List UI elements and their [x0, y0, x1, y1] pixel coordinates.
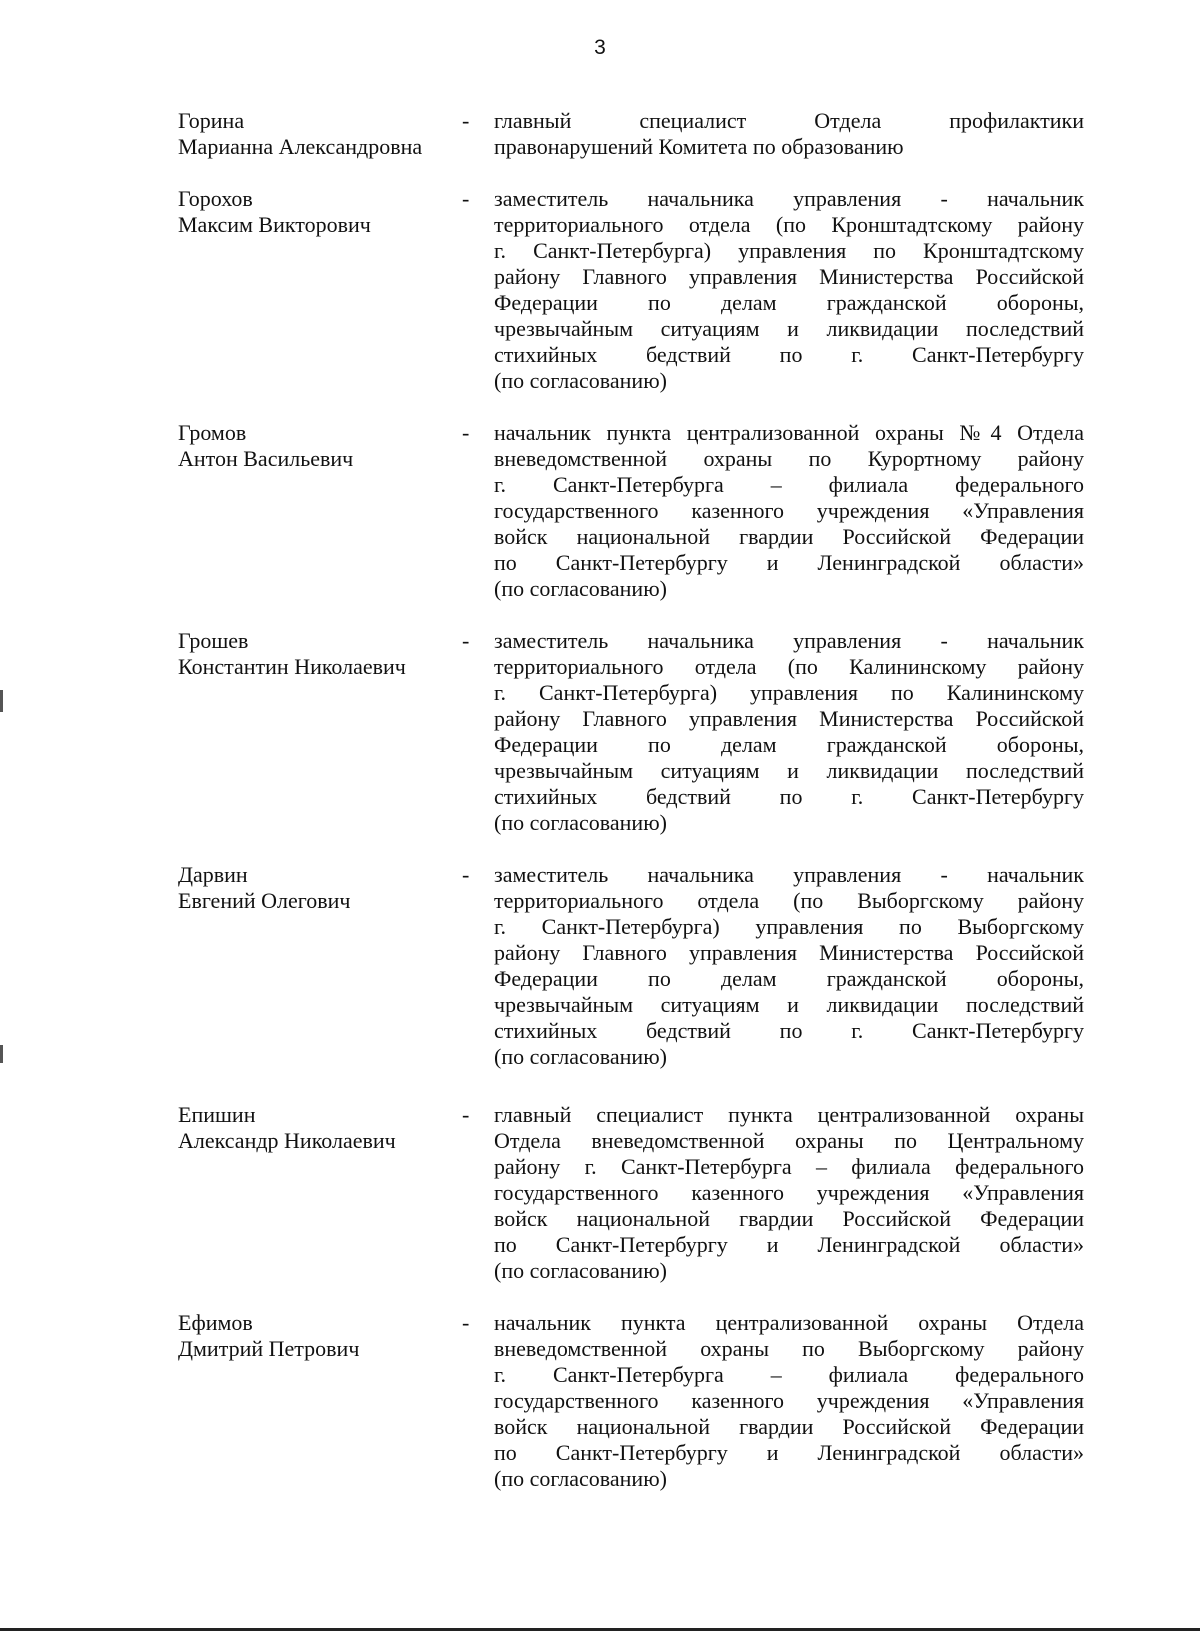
- surname: Дарвин: [178, 862, 248, 887]
- description-line: вневедомственной охраны по Курортному району: [494, 446, 1084, 471]
- position-description: [494, 1310, 1084, 1492]
- list-item: [178, 1310, 1086, 1492]
- dash-separator: -: [462, 420, 470, 445]
- description-line: начальник пункта централизованной охраны Отдела: [494, 1310, 1084, 1335]
- description-line: чрезвычайным ситуациям и ликвидации последствий: [494, 758, 1084, 783]
- dash-separator: -: [462, 1310, 470, 1335]
- dash-separator: -: [462, 108, 470, 133]
- description-line: войск национальной гвардии Российской Федерации: [494, 524, 1084, 549]
- description-line: по Санкт-Петербургу и Ленинградской области»: [494, 550, 1084, 575]
- description-line: Отдела вневедомственной охраны по Центральному: [494, 1128, 1084, 1153]
- description-line: чрезвычайным ситуациям и ликвидации последствий: [494, 316, 1084, 341]
- description-line: (по согласованию): [494, 810, 667, 835]
- surname: Грошев: [178, 628, 249, 653]
- list-item: [178, 108, 1086, 160]
- description-line: району г. Санкт-Петербурга – филиала федерального: [494, 1154, 1084, 1179]
- dash-separator: -: [462, 862, 470, 887]
- surname: Горохов: [178, 186, 253, 211]
- description-line: начальник пункта централизованной охраны №4 Отдела: [494, 420, 1084, 445]
- given-name: Антон Васильевич: [178, 446, 354, 471]
- given-name: Марианна Александровна: [178, 134, 423, 159]
- description-line: г. Санкт-Петербурга) управления по Выборгскому: [494, 914, 1084, 939]
- dash-separator: -: [462, 628, 470, 653]
- position-description: [494, 186, 1084, 394]
- description-line: г. Санкт-Петербурга – филиала федерального: [494, 1362, 1084, 1387]
- position-description: [494, 420, 1084, 602]
- position-description: [494, 862, 1084, 1070]
- description-line: вневедомственной охраны по Выборгскому району: [494, 1336, 1084, 1361]
- description-line: Федерации по делам гражданской обороны,: [494, 966, 1084, 991]
- description-line: району Главного управления Министерства Российской: [494, 706, 1084, 731]
- description-line: территориального отдела (по Кронштадтскому району: [494, 212, 1084, 237]
- dash-separator: -: [462, 186, 470, 211]
- description-line: главный специалист пункта централизованной охраны: [494, 1102, 1084, 1127]
- description-line: заместитель начальника управления - начальник: [494, 186, 1084, 211]
- description-line: Федерации по делам гражданской обороны,: [494, 290, 1084, 315]
- surname: Громов: [178, 420, 247, 445]
- surname: Горина: [178, 108, 245, 133]
- description-line: г. Санкт-Петербурга – филиала федерального: [494, 472, 1084, 497]
- scan-edge-line: [0, 1628, 1200, 1631]
- given-name: Дмитрий Петрович: [178, 1336, 360, 1361]
- description-line: заместитель начальника управления - начальник: [494, 628, 1084, 653]
- description-line: (по согласованию): [494, 576, 667, 601]
- given-name: Евгений Олегович: [178, 888, 351, 913]
- description-line: главный специалист Отдела профилактики: [494, 108, 1084, 133]
- surname: Ефимов: [178, 1310, 253, 1335]
- position-description: [494, 628, 1084, 836]
- given-name: Константин Николаевич: [178, 654, 406, 679]
- person-name: [178, 628, 458, 680]
- description-line: стихийных бедствий по г. Санкт-Петербургу: [494, 784, 1084, 809]
- given-name: Максим Викторович: [178, 212, 371, 237]
- list-item: [178, 628, 1086, 836]
- given-name: Александр Николаевич: [178, 1128, 396, 1153]
- description-line: чрезвычайным ситуациям и ликвидации последствий: [494, 992, 1084, 1017]
- description-line: государственного казенного учреждения «Управления: [494, 498, 1084, 523]
- description-line: району Главного управления Министерства Российской: [494, 940, 1084, 965]
- description-line: (по согласованию): [494, 368, 667, 393]
- surname: Епишин: [178, 1102, 256, 1127]
- list-item: [178, 862, 1086, 1070]
- list-item: [178, 186, 1086, 394]
- description-line: по Санкт-Петербургу и Ленинградской области»: [494, 1440, 1084, 1465]
- members-list: [178, 108, 1086, 1518]
- person-name: [178, 186, 458, 238]
- description-line: (по согласованию): [494, 1044, 667, 1069]
- description-line: (по согласованию): [494, 1466, 667, 1491]
- description-line: стихийных бедствий по г. Санкт-Петербургу: [494, 1018, 1084, 1043]
- description-line: войск национальной гвардии Российской Федерации: [494, 1414, 1084, 1439]
- description-line: по Санкт-Петербургу и Ленинградской области»: [494, 1232, 1084, 1257]
- scan-mark: [0, 690, 3, 712]
- dash-separator: -: [462, 1102, 470, 1127]
- description-line: правонарушений Комитета по образованию: [494, 134, 904, 159]
- page-number: 3: [594, 36, 606, 59]
- person-name: [178, 1102, 458, 1154]
- description-line: заместитель начальника управления - начальник: [494, 862, 1084, 887]
- position-description: [494, 108, 1084, 160]
- description-line: Федерации по делам гражданской обороны,: [494, 732, 1084, 757]
- description-line: г. Санкт-Петербурга) управления по Кронштадтскому: [494, 238, 1084, 263]
- description-line: району Главного управления Министерства Российской: [494, 264, 1084, 289]
- person-name: [178, 108, 458, 160]
- description-line: г. Санкт-Петербурга) управления по Калининскому: [494, 680, 1084, 705]
- person-name: [178, 1310, 458, 1362]
- description-line: стихийных бедствий по г. Санкт-Петербургу: [494, 342, 1084, 367]
- description-line: государственного казенного учреждения «Управления: [494, 1388, 1084, 1413]
- scan-mark: [0, 1045, 3, 1063]
- description-line: территориального отдела (по Выборгскому району: [494, 888, 1084, 913]
- description-line: (по согласованию): [494, 1258, 667, 1283]
- description-line: территориального отдела (по Калининскому району: [494, 654, 1084, 679]
- person-name: [178, 420, 458, 472]
- person-name: [178, 862, 458, 914]
- description-line: государственного казенного учреждения «Управления: [494, 1180, 1084, 1205]
- list-item: [178, 420, 1086, 602]
- description-line: войск национальной гвардии Российской Федерации: [494, 1206, 1084, 1231]
- list-item: [178, 1102, 1086, 1284]
- position-description: [494, 1102, 1084, 1284]
